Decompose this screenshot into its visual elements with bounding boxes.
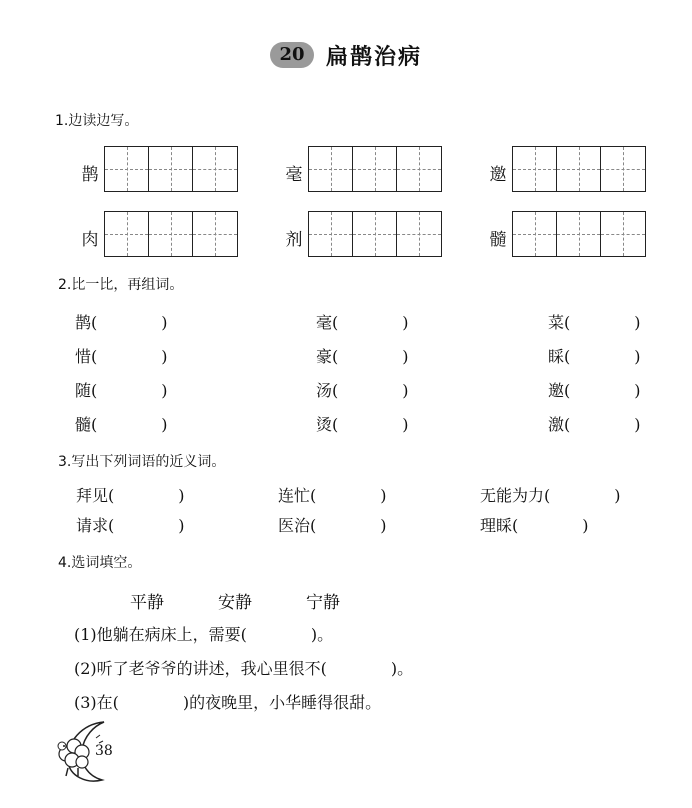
grid-cell[interactable] bbox=[513, 147, 557, 191]
lesson-number-badge: 20 bbox=[270, 42, 314, 68]
grid-cell[interactable] bbox=[557, 147, 601, 191]
grid-cell[interactable] bbox=[149, 212, 193, 256]
writing-grid[interactable] bbox=[104, 146, 238, 192]
synonym-item[interactable]: 请求( ) bbox=[76, 516, 185, 535]
writing-char-label: 髓 bbox=[489, 230, 507, 250]
grid-cell[interactable] bbox=[397, 147, 441, 191]
compare-item[interactable]: 激( ) bbox=[548, 415, 641, 434]
compare-item[interactable]: 鹊( ) bbox=[75, 313, 168, 332]
compare-item[interactable]: 菜( ) bbox=[548, 313, 641, 332]
word-option: 宁静 bbox=[306, 593, 340, 613]
synonym-item[interactable]: 连忙( ) bbox=[278, 486, 387, 505]
grid-cell[interactable] bbox=[105, 212, 149, 256]
writing-grid[interactable] bbox=[308, 146, 442, 192]
word-option: 安静 bbox=[218, 593, 252, 613]
writing-char-label: 鹊 bbox=[81, 165, 99, 185]
writing-grid[interactable] bbox=[308, 211, 442, 257]
compare-item[interactable]: 汤( ) bbox=[316, 381, 409, 400]
synonym-item[interactable]: 理睬( ) bbox=[480, 516, 589, 535]
compare-item[interactable]: 毫( ) bbox=[316, 313, 409, 332]
compare-item[interactable]: 烫( ) bbox=[316, 415, 409, 434]
compare-item[interactable]: 随( ) bbox=[75, 381, 168, 400]
grid-cell[interactable] bbox=[193, 212, 237, 256]
synonym-item[interactable]: 无能为力( ) bbox=[480, 486, 621, 505]
grid-cell[interactable] bbox=[557, 212, 601, 256]
grid-cell[interactable] bbox=[353, 147, 397, 191]
section-3-heading: 3.写出下列词语的近义词。 bbox=[58, 454, 226, 470]
synonym-item[interactable]: 医治( ) bbox=[278, 516, 387, 535]
grid-cell[interactable] bbox=[601, 212, 645, 256]
page-number: 38 bbox=[95, 743, 113, 759]
grid-cell[interactable] bbox=[353, 212, 397, 256]
grid-cell[interactable] bbox=[193, 147, 237, 191]
section-2-heading: 2.比一比，再组词。 bbox=[58, 277, 184, 293]
compare-item[interactable]: 惜( ) bbox=[75, 347, 168, 366]
compare-item[interactable]: 邀( ) bbox=[548, 381, 641, 400]
writing-grid[interactable] bbox=[512, 146, 646, 192]
grid-cell[interactable] bbox=[149, 147, 193, 191]
writing-char-label: 毫 bbox=[285, 165, 303, 185]
word-option: 平静 bbox=[130, 593, 164, 613]
lesson-title: 扁鹊治病 bbox=[326, 45, 423, 70]
writing-grid[interactable] bbox=[104, 211, 238, 257]
writing-grid[interactable] bbox=[512, 211, 646, 257]
fill-sentence[interactable]: (2)听了老爷爷的讲述，我心里很不( )。 bbox=[74, 659, 414, 678]
grid-cell[interactable] bbox=[513, 212, 557, 256]
section-4-heading: 4.选词填空。 bbox=[58, 555, 142, 571]
grid-cell[interactable] bbox=[309, 147, 353, 191]
grid-cell[interactable] bbox=[601, 147, 645, 191]
writing-char-label: 肉 bbox=[81, 230, 99, 250]
compare-item[interactable]: 睬( ) bbox=[548, 347, 641, 366]
compare-item[interactable]: 豪( ) bbox=[316, 347, 409, 366]
fill-sentence[interactable]: (1)他躺在病床上，需要( )。 bbox=[74, 625, 334, 644]
compare-item[interactable]: 髓( ) bbox=[75, 415, 168, 434]
section-1-heading: 1.边读边写。 bbox=[55, 113, 139, 129]
fill-sentence[interactable]: (3)在( )的夜晚里，小华睡得很甜。 bbox=[74, 693, 382, 712]
synonym-item[interactable]: 拜见( ) bbox=[76, 486, 185, 505]
grid-cell[interactable] bbox=[105, 147, 149, 191]
grid-cell[interactable] bbox=[309, 212, 353, 256]
writing-char-label: 剂 bbox=[285, 230, 303, 250]
writing-char-label: 邀 bbox=[489, 165, 507, 185]
grid-cell[interactable] bbox=[397, 212, 441, 256]
